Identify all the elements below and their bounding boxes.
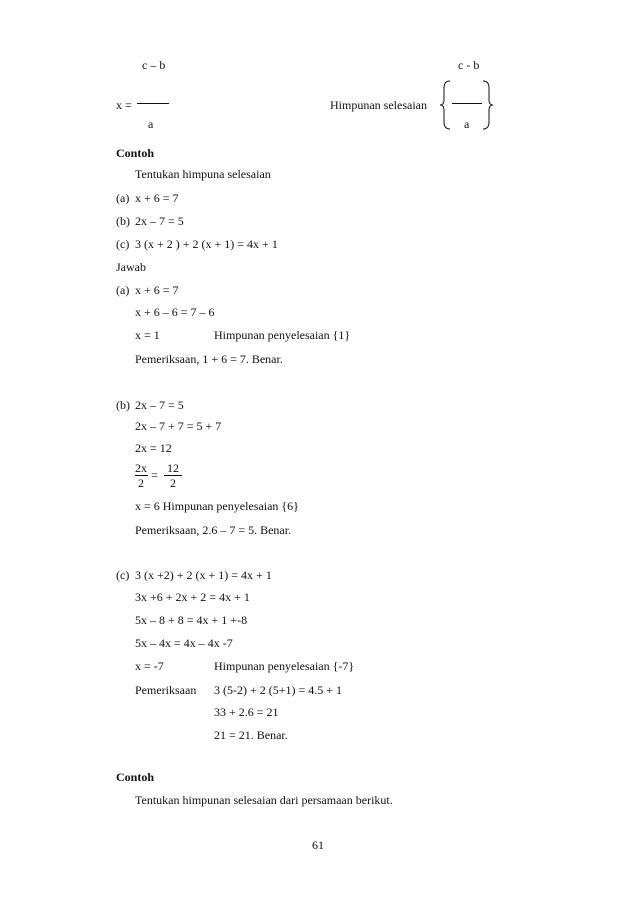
solution-c-step2: 5x – 8 + 8 = 4x + 1 +-8 — [135, 613, 248, 627]
formula-label: Himpunan selesaian — [330, 98, 427, 112]
fraction-left-numerator: 2x — [135, 461, 147, 475]
example1-heading: Contoh — [116, 146, 155, 160]
solution-a-set: Himpunan penyelesaian {1} — [214, 328, 351, 342]
solution-c-check2: 33 + 2.6 = 21 — [214, 705, 279, 719]
solution-b-step2: 2x = 12 — [135, 441, 172, 455]
solution-b-result: x = 6 Himpunan penyelesaian {6} — [135, 499, 299, 513]
solution-a-result: x = 1 — [135, 328, 160, 342]
solution-c-check-label: Pemeriksaan — [135, 683, 197, 697]
solution-a-label: (a) — [116, 283, 130, 297]
solution-a-step1: x + 6 – 6 = 7 – 6 — [135, 305, 215, 319]
formula-right-fraction-bar — [452, 103, 482, 104]
formula-left-numerator: c – b — [142, 58, 166, 72]
problem-a-text: x + 6 = 7 — [135, 191, 179, 205]
problem-a-label: (a) — [116, 191, 130, 205]
right-brace-icon — [481, 80, 493, 130]
solution-b-label: (b) — [116, 398, 130, 412]
left-brace-icon — [440, 80, 452, 130]
formula-left-lhs: x = — [116, 98, 132, 112]
answer-heading: Jawab — [116, 260, 146, 274]
example1-instruction: Tentukan himpuna selesaian — [135, 167, 271, 181]
formula-right-numerator: c - b — [458, 58, 480, 72]
problem-b-label: (b) — [116, 214, 130, 228]
solution-c-set: Himpunan penyelesaian {-7} — [214, 659, 355, 673]
problem-c-label: (c) — [116, 237, 130, 251]
fraction-equals: = — [151, 468, 158, 482]
example2-instruction: Tentukan himpunan selesaian dari persamaan berikut. — [135, 793, 393, 807]
solution-c-step1: 3x +6 + 2x + 2 = 4x + 1 — [135, 590, 250, 604]
solution-c-check1: 3 (5-2) + 2 (5+1) = 4.5 + 1 — [214, 683, 343, 697]
page-number: 61 — [312, 838, 324, 852]
solution-b-equation: 2x – 7 = 5 — [135, 398, 184, 412]
formula-right-denominator: a — [464, 117, 470, 131]
formula-left-denominator: a — [148, 117, 154, 131]
solution-c-label: (c) — [116, 568, 130, 582]
solution-a-check: Pemeriksaan, 1 + 6 = 7. Benar. — [135, 352, 283, 366]
formula-left-fraction-bar — [137, 103, 169, 104]
solution-c-result: x = -7 — [135, 659, 164, 673]
solution-c-equation: 3 (x +2) + 2 (x + 1) = 4x + 1 — [135, 568, 272, 582]
solution-b-step1: 2x – 7 + 7 = 5 + 7 — [135, 419, 222, 433]
problem-b-text: 2x – 7 = 5 — [135, 214, 184, 228]
fraction-right-denominator: 2 — [170, 476, 176, 490]
fraction-right-numerator: 12 — [167, 461, 179, 475]
example2-heading: Contoh — [116, 770, 155, 784]
solution-c-step3: 5x – 4x = 4x – 4x -7 — [135, 636, 233, 650]
solution-b-check: Pemeriksaan, 2.6 – 7 = 5. Benar. — [135, 523, 292, 537]
fraction-left-denominator: 2 — [138, 476, 144, 490]
problem-c-text: 3 (x + 2 ) + 2 (x + 1) = 4x + 1 — [135, 237, 278, 251]
solution-c-check3: 21 = 21. Benar. — [214, 728, 288, 742]
solution-a-equation: x + 6 = 7 — [135, 283, 179, 297]
